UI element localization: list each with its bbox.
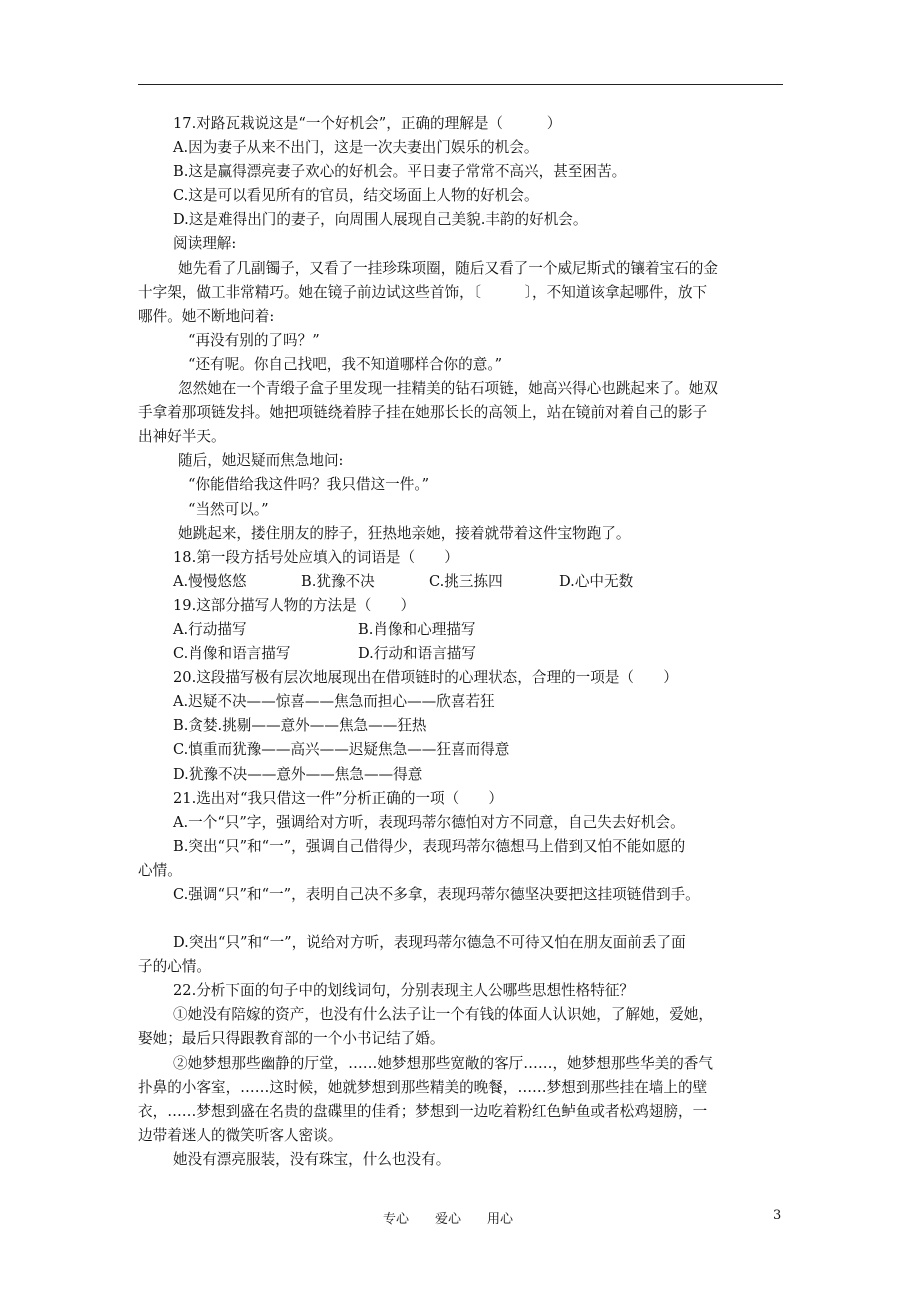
question-19-option-c: C.肖像和语言描写 [173,645,291,663]
reading-heading: 阅读理解: [173,235,237,253]
passage-paragraph-3: 随后，她迟疑而焦急地问: [178,452,344,470]
question-18-stem: 18.第一段方括号处应填入的词语是（ ） [173,548,459,566]
question-20-option-b: B.贪婪.挑剔——意外——焦急——狂热 [173,717,427,735]
blank-line [138,907,788,931]
question-21-option-d-line-2: 子的心情。 [138,958,211,976]
passage-paragraph-2-line-2: 手拿着那项链发抖。她把项链绕着脖子挂在她那长长的高领上，站在镜前对着自己的影子 [138,404,708,422]
passage-paragraph-1-line-2: 十字架，做工非常精巧。她在镜子前边试这些首饰，〔 〕，不知道该拿起哪件，放下 [138,283,708,301]
question-18-options [138,570,788,594]
question-19-stem: 19.这部分描写人物的方法是（ ） [173,596,416,614]
passage-paragraph-1-line-3: 哪件。她不断地问着: [138,307,275,325]
page-content [138,112,788,1172]
passage-dialogue-4: “当然可以。” [188,500,269,518]
question-17-option-b: B.这是赢得漂亮妻子欢心的好机会。平日妻子常常不高兴，甚至困苦。 [173,163,627,181]
passage-dialogue-2: “还有呢。你自己找吧，我不知道哪样合你的意。” [188,355,503,373]
passage-dialogue-1: “再没有别的了吗？” [188,331,320,349]
question-20-option-a: A.迟疑不决——惊喜——焦急而担心——欣喜若狂 [173,693,495,711]
question-18-option-d: D.心中无数 [559,572,634,590]
question-20-stem: 20.这段描写极有层次地展现出在借项链时的心理状态，合理的一项是（ ） [173,669,678,687]
question-18-option-a: A.慢慢悠悠 [173,572,247,590]
question-20-option-d: D.犹豫不决——意外——焦急——得意 [173,765,423,783]
question-19-option-b: B.肖像和心理描写 [358,620,476,638]
question-17-option-c: C.这是可以看见所有的官员，结交场面上人物的好机会。 [173,187,539,205]
question-22-sentence-2-line-3: 衣，……梦想到盛在名贵的盘碟里的佳肴；梦想到一边吃着粉红色鲈鱼或者松鸡翅膀，一 [138,1102,708,1120]
question-22-sentence-3: 她没有漂亮服装，没有珠宝，什么也没有。 [173,1150,451,1168]
question-21-option-b-line-2: 心情。 [138,861,182,879]
question-19-options-row-2 [138,642,788,666]
question-19-option-d: D.行动和语言描写 [358,645,476,663]
passage-paragraph-4: 她跳起来，搂住朋友的脖子，狂热地亲她，接着就带着这件宝物跑了。 [178,524,631,542]
question-17-option-a: A.因为妻子从来不出门，这是一次夫妻出门娱乐的机会。 [173,139,539,157]
question-22-sentence-2-line-4: 边带着迷人的微笑听客人密谈。 [138,1126,343,1144]
question-22-sentence-2-line-1: ②她梦想那些幽静的厅堂，……她梦想那些宽敞的客厅……，她梦想那些华美的香气 [173,1054,713,1072]
question-21-stem: 21.选出对“我只借这一件”分析正确的一项（ ） [173,789,504,807]
question-21-option-b-line-1: B.突出“只”和“一”，强调自己借得少，表现玛蒂尔德想马上借到又怕不能如愿的 [173,837,686,855]
question-17-stem: 17.对路瓦栽说这是“一个好机会”，正确的理解是（ ） [173,115,562,132]
question-22-sentence-1-line-2: 娶她；最后只得跟教育部的一个小书记结了婚。 [138,1030,445,1048]
passage-paragraph-2-line-3: 出神好半天。 [138,428,226,446]
question-18-option-c: C.挑三拣四 [429,572,503,590]
footer-motto: 专心 爱心 用心 [383,1212,514,1227]
passage-paragraph-1-line-1: 她先看了几副镯子，又看了一挂珍珠项圈，随后又看了一个威尼斯式的镶着宝石的金 [178,259,718,277]
header-rule [138,84,783,85]
question-17-option-d: D.这是难得出门的妻子，向周围人展现自己美貌.丰韵的好机会。 [173,211,588,229]
question-18-option-b: B.犹豫不决 [301,572,375,590]
question-21-option-c: C.强调“只”和“一”，表明自己决不多拿，表现玛蒂尔德坚决要把这挂项链借到手。 [173,886,700,903]
page-number: 3 [773,1208,782,1223]
question-22-sentence-2-line-2: 扑鼻的小客室，……这时候，她就梦想到那些精美的晚餐，……梦想到那些挂在墙上的壁 [138,1078,708,1096]
passage-dialogue-3: “你能借给我这件吗？我只借这一件。” [188,476,430,494]
passage-paragraph-2-line-1: 忽然她在一个青缎子盒子里发现一挂精美的钻石项链，她高兴得心也跳起来了。她双 [178,380,718,398]
question-19-option-a: A.行动描写 [173,620,247,638]
question-19-options-row-1 [138,618,788,642]
question-22-stem: 22.分析下面的句子中的划线词句，分别表现主人公哪些思想性格特征？ [173,982,635,1000]
question-21-option-a: A.一个“只”字，强调给对方听，表现玛蒂尔德怕对方不同意，自己失去好机会。 [173,813,685,831]
question-21-option-d-line-1: D.突出“只”和“一”，说给对方听，表现玛蒂尔德急不可待又怕在朋友面前丢了面 [173,934,686,952]
question-20-option-c: C.慎重而犹豫——高兴——迟疑焦急——狂喜而得意 [173,741,510,759]
question-22-sentence-1-line-1: ①她没有陪嫁的资产，也没有什么法子让一个有钱的体面人认识她，了解她，爱她， [173,1006,713,1024]
